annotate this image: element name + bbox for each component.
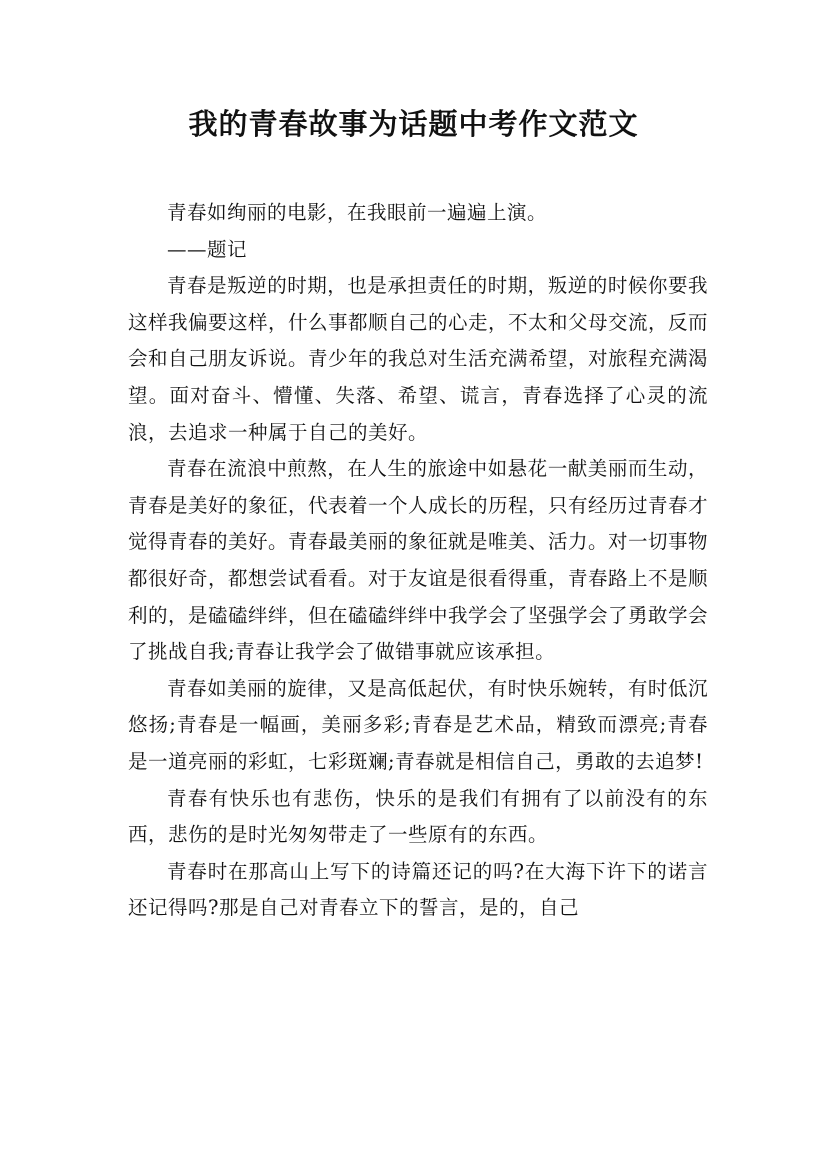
epigraph-line: 青春如绚丽的电影，在我眼前一遍遍上演。 [167,201,548,224]
body-paragraph: 青春在流浪中煎熬，在人生的旅途中如悬花一献美丽而生动，青春是美好的象征，代表着一个人成长的历程，只有经历过青春才觉得青春的美好。青春最美丽的象征就是唯美、活力。对一切事物都很好奇，都想尝试看看。对于友谊是很看得重，青春路上不是顺利的，是磕磕绊绊，但在磕磕绊绊中我学会了坚强学会了勇敢学会了挑战自我;青春让我学会了做错事就应该承担。 [128,457,709,664]
document-body [128,195,708,927]
body-paragraph: 青春如美丽的旋律，又是高低起伏，有时快乐婉转，有时低沉悠扬;青春是一幅画，美丽多彩;青春是艺术品，精致而漂亮;青春是一道亮丽的彩虹，七彩斑斓;青春就是相信自己，勇敢的去追梦! [128,676,708,773]
body-paragraph: 青春时在那高山上写下的诗篇还记的吗?在大海下许下的诺言还记得吗?那是自己对青春立下的誓言，是的，自己 [128,859,708,920]
body-paragraph: 青春是叛逆的时期，也是承担责任的时期，叛逆的时候你要我这样我偏要这样，什么事都顺自己的心走，不太和父母交流，反而会和自己朋友诉说。青少年的我总对生活充满希望，对旅程充满渴望。面对奋斗、懵懂、失落、希望、谎言，青春选择了心灵的流浪，去追求一种属于自己的美好。 [128,274,709,444]
document-title: 我的青春故事为话题中考作文范文 [188,107,639,141]
epigraph-attribution: ——题记 [167,237,248,261]
body-paragraph: 青春有快乐也有悲伤，快乐的是我们有拥有了以前没有的东西，悲伤的是时光匆匆带走了一些原有的东西。 [128,786,708,847]
